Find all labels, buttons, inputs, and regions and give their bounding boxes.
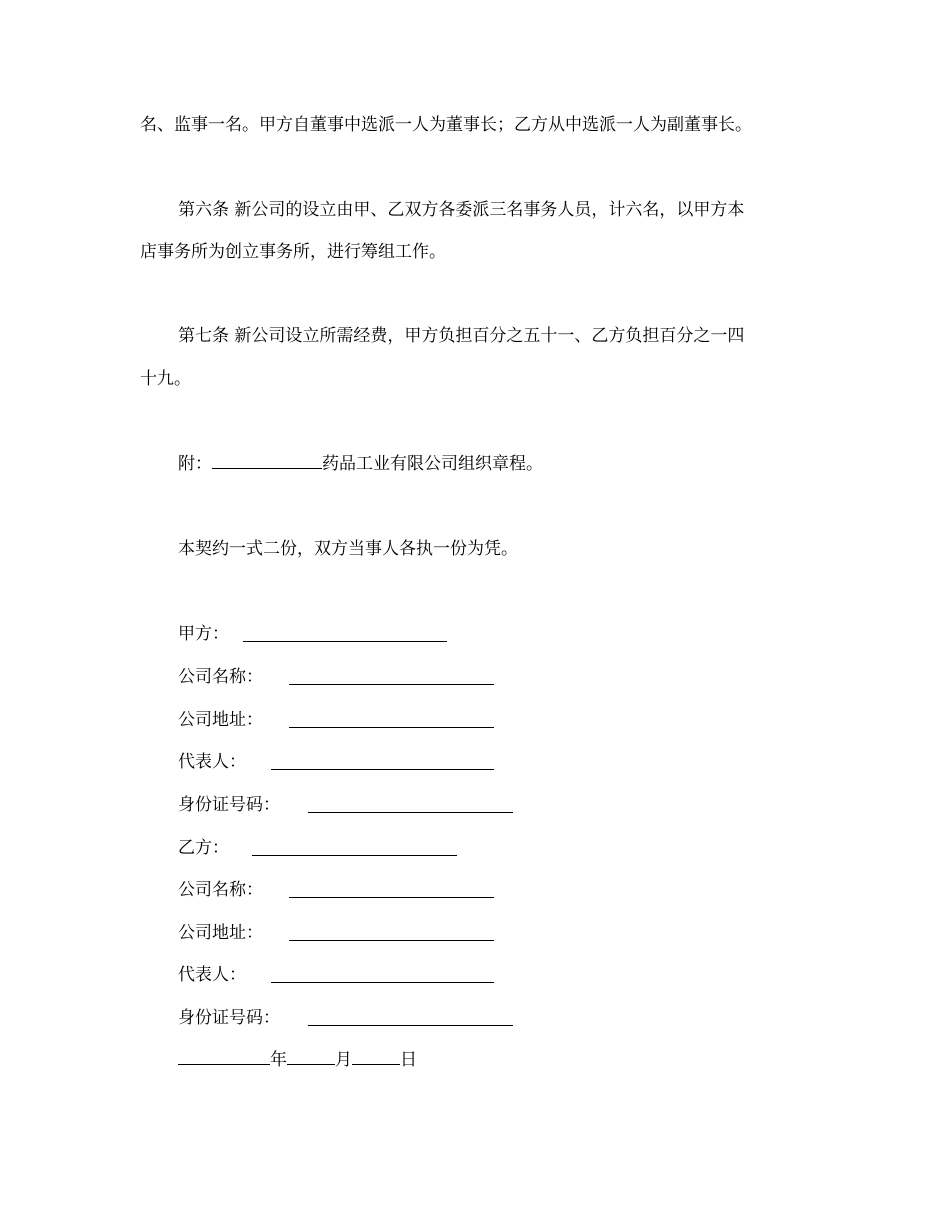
- party-b-company-name-label: 公司名称：: [178, 880, 263, 900]
- party-b-blank[interactable]: [252, 855, 457, 856]
- party-b-representative-label: 代表人：: [178, 965, 246, 985]
- article-7-line-1: 第七条 新公司设立所需经费，甲方负担百分之五十一、乙方负担百分之一四: [178, 326, 745, 346]
- party-a-representative-label: 代表人：: [178, 752, 246, 772]
- article-6-line-2: 店事务所为创立事务所，进行筹组工作。: [140, 242, 446, 262]
- attachment-line: [178, 452, 543, 476]
- party-a-company-name-label: 公司名称：: [178, 667, 263, 687]
- year-blank[interactable]: [178, 1048, 270, 1065]
- month-label: 月: [335, 1050, 352, 1070]
- party-a-company-address-blank[interactable]: [289, 727, 494, 728]
- party-b-company-name-blank[interactable]: [289, 897, 494, 898]
- party-b-company-address-blank[interactable]: [289, 940, 494, 941]
- party-a-company-name-blank[interactable]: [289, 684, 494, 685]
- party-a-representative-blank[interactable]: [271, 769, 494, 770]
- article-6-line-1: 第六条 新公司的设立由甲、乙双方各委派三名事务人员，计六名，以甲方本: [178, 200, 745, 220]
- copies-statement: 本契约一式二份，双方当事人各执一份为凭。: [178, 539, 518, 559]
- year-label: 年: [270, 1050, 287, 1070]
- date-line: [178, 1048, 417, 1072]
- party-a-id-number-label: 身份证号码：: [178, 795, 280, 815]
- attachment-suffix: 药品工业有限公司组织章程。: [322, 454, 543, 474]
- attachment-company-blank[interactable]: [212, 452, 322, 469]
- party-b-id-number-label: 身份证号码：: [178, 1008, 280, 1028]
- party-b-label: 乙方：: [178, 838, 229, 858]
- day-label: 日: [400, 1050, 417, 1070]
- paragraph-continuation: 名、监事一名。甲方自董事中选派一人为董事长；乙方从中选派一人为副董事长。: [140, 115, 752, 135]
- article-7-line-2: 十九。: [140, 369, 191, 389]
- party-a-label: 甲方：: [178, 624, 229, 644]
- party-b-representative-blank[interactable]: [271, 982, 494, 983]
- party-b-company-address-label: 公司地址：: [178, 923, 263, 943]
- day-blank[interactable]: [352, 1048, 400, 1065]
- party-a-company-address-label: 公司地址：: [178, 710, 263, 730]
- party-b-id-number-blank[interactable]: [308, 1025, 513, 1026]
- party-a-id-number-blank[interactable]: [308, 812, 513, 813]
- attachment-prefix: 附：: [178, 454, 212, 474]
- month-blank[interactable]: [287, 1048, 335, 1065]
- party-a-blank[interactable]: [243, 641, 447, 642]
